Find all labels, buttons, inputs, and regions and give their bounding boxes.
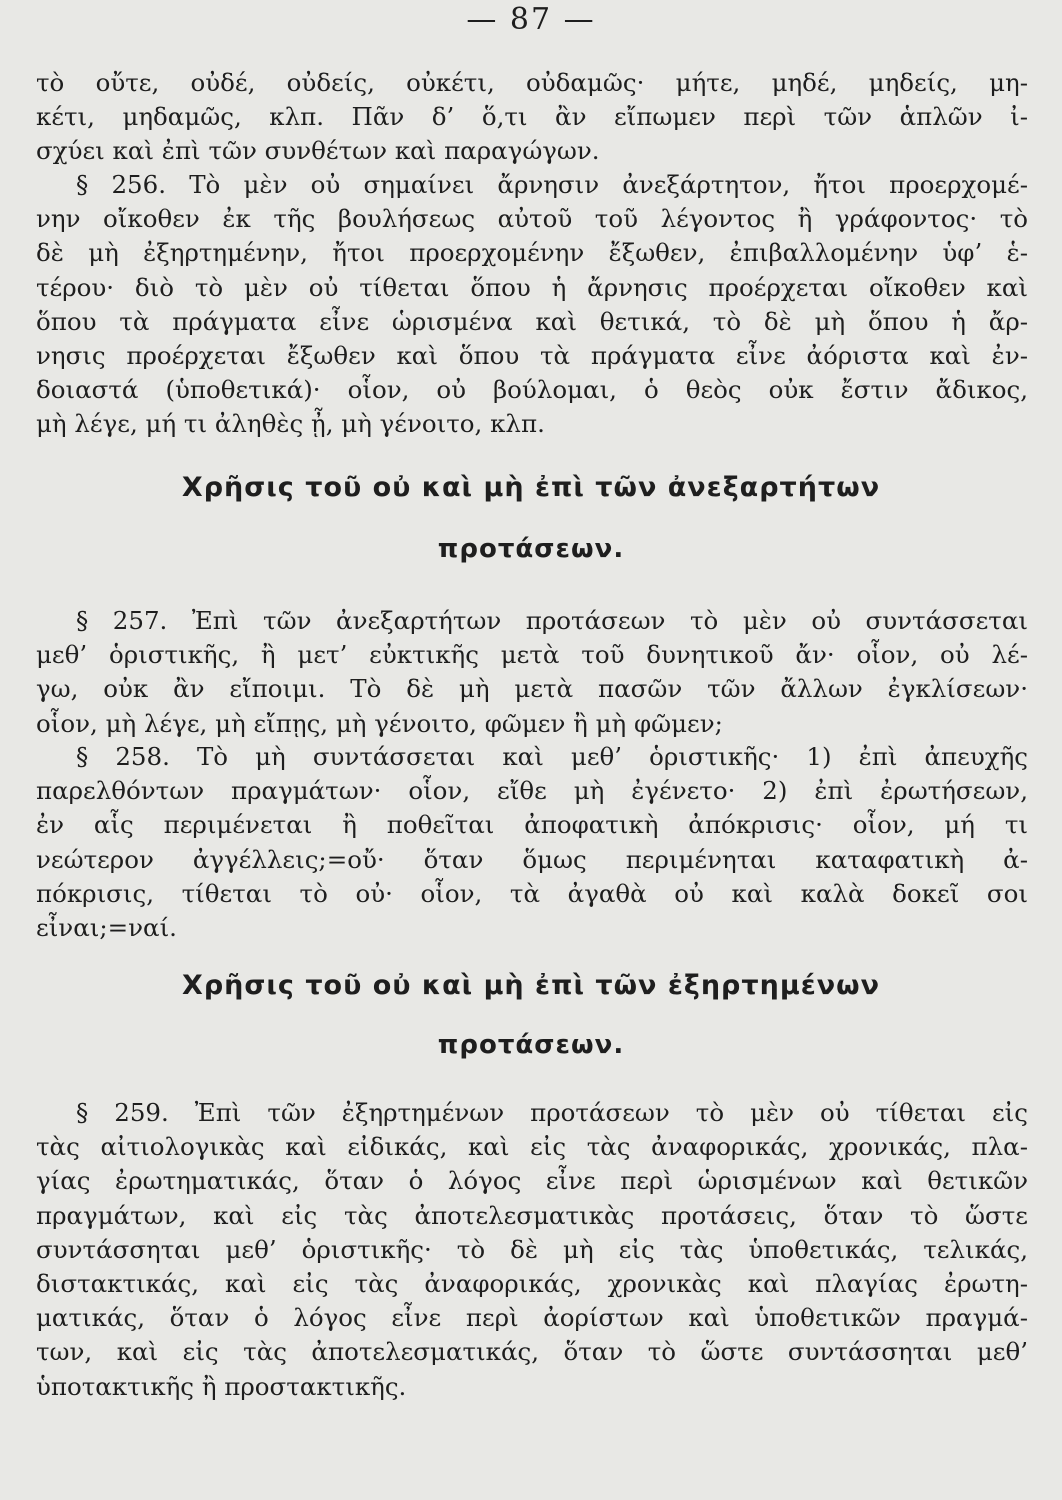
text-line: σχύει καὶ ἐπὶ τῶν συνθέτων καὶ παραγώγων. bbox=[36, 136, 600, 166]
text-line: τὰς αἰτιολογικὰς καὶ εἰδικάς, καὶ εἰς τὰς ἀναφορικάς, χρονικάς, πλα- bbox=[36, 1132, 1028, 1162]
text-line: § 258. Τὸ μὴ συντάσσεται καὶ μεθ’ ὁριστικῆς· 1) ἐπὶ ἀπευχῆς bbox=[76, 742, 1028, 771]
text-line: κέτι, μηδαμῶς, κλπ. Πᾶν δ’ ὅ,τι ἂν εἴπωμεν περὶ τῶν ἁπλῶν ἰ- bbox=[36, 102, 1028, 132]
text-line: μὴ λέγε, μή τι ἀληθὲς ᾖ, μὴ γένοιτο, κλπ. bbox=[36, 409, 545, 439]
text-line: διστακτικάς, καὶ εἰς τὰς ἀναφορικάς, χρονικὰς καὶ πλαγίας ἐρωτη- bbox=[36, 1268, 1028, 1298]
section-256-paragraph bbox=[36, 168, 1028, 442]
text-line: τὸ οὔτε, οὐδέ, οὐδείς, οὐκέτι, οὐδαμῶς· μήτε, μηδέ, μηδείς, μη- bbox=[36, 68, 1028, 97]
text-line: τέρου· διὸ τὸ μὲν οὐ τίθεται ὅπου ἡ ἄρνησις προέρχεται οἴκοθεν καὶ bbox=[36, 272, 1028, 302]
text-line: ματικάς, ὅταν ὁ λόγος εἶνε περὶ ἀορίστων καὶ ὑποθετικῶν πραγμά- bbox=[36, 1303, 1028, 1333]
section-heading-continuation: προτάσεων. bbox=[437, 1030, 625, 1060]
text-line: γω, οὐκ ἂν εἴποιμι. Τὸ δὲ μὴ μετὰ πασῶν τῶν ἄλλων ἐγκλίσεων· bbox=[36, 674, 1028, 704]
text-line: οἷον, μὴ λέγε, μὴ εἴπῃς, μὴ γένοιτο, φῶμεν ἢ μὴ φῶμεν; bbox=[36, 708, 723, 738]
text-line: ὑποτακτικῆς ἢ προστακτικῆς. bbox=[36, 1371, 407, 1401]
text-line: πραγμάτων, καὶ εἰς τὰς ἀποτελεσματικὰς προτάσεις, ὅταν τὸ ὥστε bbox=[36, 1200, 1028, 1230]
text-line: § 256. Τὸ μὲν οὐ σημαίνει ἄρνησιν ἀνεξάρτητον, ἤτοι προερχομέ- bbox=[76, 170, 1028, 199]
text-line: συντάσσηται μεθ’ ὁριστικῆς· τὸ δὲ μὴ εἰς τὰς ὑποθετικάς, τελικάς, bbox=[36, 1234, 1028, 1264]
section-heading: Χρῆσις τοῦ οὐ καὶ μὴ ἐπὶ τῶν ἀνεξαρτήτων bbox=[181, 472, 881, 503]
text-line: ἐν αἷς περιμένεται ἢ ποθεῖται ἀποφατικὴ ἀπόκρισις· οἷον, μή τι bbox=[36, 810, 1028, 840]
text-line: § 257. Ἐπὶ τῶν ἀνεξαρτήτων προτάσεων τὸ μὲν οὐ συντάσσεται bbox=[76, 606, 1028, 635]
text-line: § 259. Ἐπὶ τῶν ἐξηρτημένων προτάσεων τὸ μὲν οὐ τίθεται εἰς bbox=[76, 1098, 1028, 1127]
text-line: πόκρισις, τίθεται τὸ οὐ· οἷον, τὰ ἀγαθὰ οὐ καὶ καλὰ δοκεῖ σοι bbox=[36, 878, 1028, 908]
intro-paragraph bbox=[36, 66, 1028, 169]
section-257-paragraph bbox=[36, 604, 1028, 741]
section-heading: Χρῆσις τοῦ οὐ καὶ μὴ ἐπὶ τῶν ἐξηρτημένων bbox=[182, 970, 880, 1001]
text-line: μεθ’ ὁριστικῆς, ἢ μετ’ εὐκτικῆς μετὰ τοῦ δυνητικοῦ ἄν· οἷον, οὐ λέ- bbox=[36, 640, 1028, 670]
section-258-paragraph bbox=[36, 740, 1028, 945]
text-line: των, καὶ εἰς τὰς ἀποτελεσματικάς, ὅταν τὸ ὥστε συντάσσηται μεθ’ bbox=[36, 1337, 1028, 1367]
text-line: γίας ἐρωτηματικάς, ὅταν ὁ λόγος εἶνε περὶ ὡρισμένων καὶ θετικῶν bbox=[36, 1166, 1028, 1196]
text-line: δὲ μὴ ἐξηρτημένην, ἤτοι προερχομένην ἔξωθεν, ἐπιβαλλομένην ὑφ’ ἑ- bbox=[36, 238, 1028, 268]
text-line: εἶναι;=ναί. bbox=[36, 912, 177, 942]
text-line: δοιαστά (ὑποθετικά)· οἷον, οὐ βούλομαι, ὁ θεὸς οὐκ ἔστιν ἄδικος, bbox=[36, 375, 1028, 405]
text-line: παρελθόντων πραγμάτων· οἷον, εἴθε μὴ ἐγένετο· 2) ἐπὶ ἐρωτήσεων, bbox=[36, 776, 1028, 806]
section-heading-continuation: προτάσεων. bbox=[437, 534, 625, 564]
text-line: ὅπου τὰ πράγματα εἶνε ὡρισμένα καὶ θετικά, τὸ δὲ μὴ ὅπου ἡ ἄρ- bbox=[36, 306, 1028, 336]
text-line: νεώτερον ἀγγέλλεις;=οὔ· ὅταν ὅμως περιμένηται καταφατικὴ ἀ- bbox=[36, 844, 1028, 874]
text-line: νησις προέρχεται ἔξωθεν καὶ ὅπου τὰ πράγματα εἶνε ἀόριστα καὶ ἐν- bbox=[36, 340, 1028, 370]
page-number: — 87 — bbox=[466, 2, 596, 37]
section-259-paragraph bbox=[36, 1096, 1028, 1404]
text-line: νην οἴκοθεν ἐκ τῆς βουλήσεως αὐτοῦ τοῦ λέγοντος ἢ γράφοντος· τὸ bbox=[36, 204, 1028, 234]
